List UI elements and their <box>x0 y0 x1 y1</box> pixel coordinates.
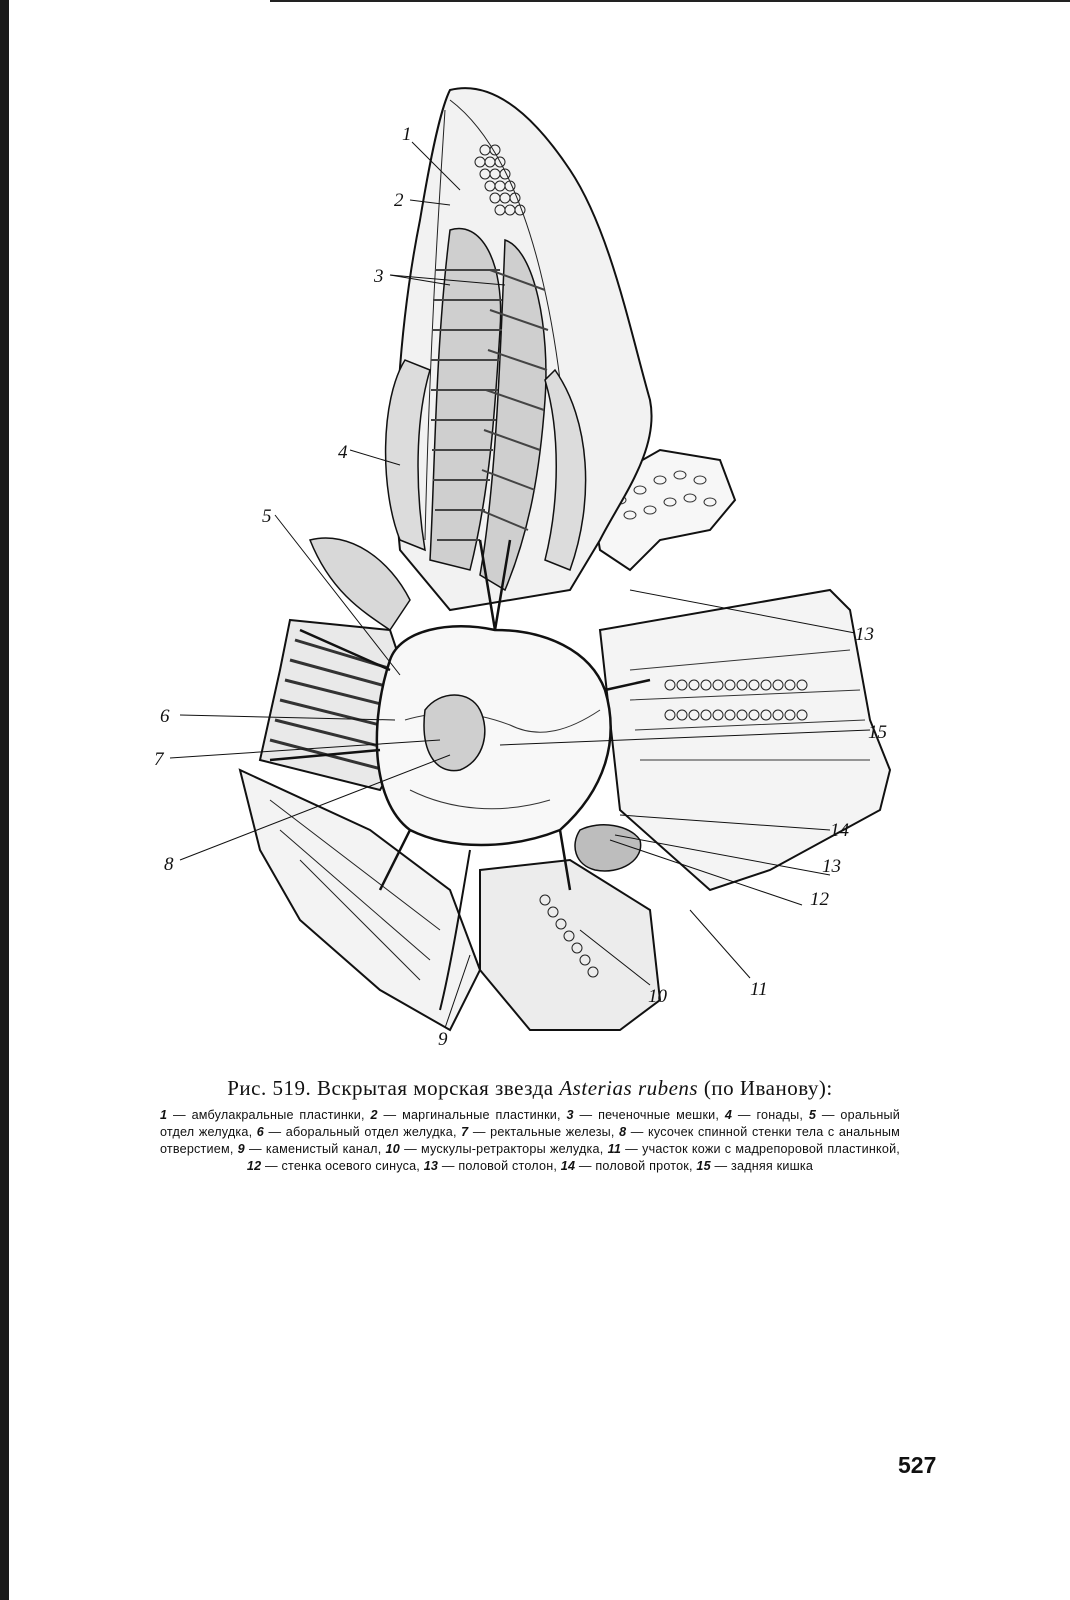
legend-entry: — печеночные мешки, <box>573 1108 725 1122</box>
legend-number: 10 <box>385 1142 400 1156</box>
legend-entry: — каменистый канал, <box>244 1142 386 1156</box>
right-arm <box>600 590 890 890</box>
label-13: 13 <box>855 624 874 645</box>
legend-entry: — гонады, <box>732 1108 809 1122</box>
legend-number: 15 <box>696 1159 711 1173</box>
label-1: 1 <box>402 124 412 145</box>
stomach <box>377 626 611 845</box>
legend-entry: — участок кожи с мадрепоровой пластинкой, <box>621 1142 901 1156</box>
legend-entry: — ректальные железы, <box>468 1125 620 1139</box>
top-rule <box>270 0 1070 2</box>
legend-number: 6 <box>256 1125 264 1139</box>
label-12: 12 <box>810 889 829 910</box>
legend-number: 3 <box>566 1108 574 1122</box>
axial-sinus <box>575 825 641 871</box>
caption-prefix: Рис. 519. Вскрытая морская звезда <box>227 1076 560 1100</box>
starfish-illustration <box>150 70 920 1070</box>
label-4: 4 <box>338 442 348 463</box>
caption-species: Asterias rubens <box>559 1076 699 1100</box>
legend-entry: — кусочек спинной стенки тела с анальным отверстием, <box>160 1125 900 1156</box>
binding-edge <box>0 0 9 1600</box>
legend-number: 4 <box>724 1108 733 1122</box>
legend-number: 9 <box>237 1142 245 1156</box>
anal-wall-fragment <box>424 695 485 771</box>
label-2: 2 <box>394 190 404 211</box>
label-11: 11 <box>750 979 768 1000</box>
legend-entry: — оральный отдел желудка, <box>160 1108 900 1139</box>
label-15: 15 <box>868 722 887 743</box>
legend-number: 11 <box>607 1142 622 1156</box>
legend-text <box>160 1107 900 1175</box>
legend-number: 14 <box>560 1159 576 1173</box>
legend-number: 8 <box>619 1125 627 1139</box>
label-8: 8 <box>164 854 174 875</box>
legend-entry: — стенка осевого синуса, <box>261 1159 424 1173</box>
legend-entry: — мускулы-ретракторы желудка, <box>399 1142 608 1156</box>
legend-entry: — амбулакральные пластинки, <box>167 1108 371 1122</box>
legend-entry: — половой проток, <box>575 1159 697 1173</box>
label-6: 6 <box>160 706 170 727</box>
label-9: 9 <box>438 1029 448 1050</box>
label-13-lower: 13 <box>822 856 841 877</box>
legend-entry: — половой столон, <box>438 1159 561 1173</box>
legend-entry: — маргинальные пластинки, <box>377 1108 567 1122</box>
label-14: 14 <box>830 820 849 841</box>
legend-entry: — аборальный отдел желудка, <box>264 1125 462 1139</box>
label-10: 10 <box>648 986 667 1007</box>
label-3: 3 <box>374 266 384 287</box>
legend-number: 5 <box>808 1108 817 1122</box>
figure-caption <box>160 1076 900 1175</box>
legend-number: 12 <box>246 1159 262 1173</box>
legend-number: 7 <box>461 1125 469 1139</box>
legend-number: 2 <box>370 1108 378 1122</box>
starfish-drawing <box>150 70 920 1070</box>
legend-number: 13 <box>423 1159 439 1173</box>
legend-entry: — задняя кишка <box>710 1159 814 1173</box>
legend-number: 1 <box>160 1108 168 1122</box>
rectal-gland <box>310 538 410 630</box>
label-5: 5 <box>262 506 272 527</box>
caption-title <box>160 1076 900 1101</box>
page-number: 527 <box>898 1452 937 1478</box>
caption-suffix: (по Иванову): <box>698 1076 833 1100</box>
label-7: 7 <box>154 749 164 770</box>
